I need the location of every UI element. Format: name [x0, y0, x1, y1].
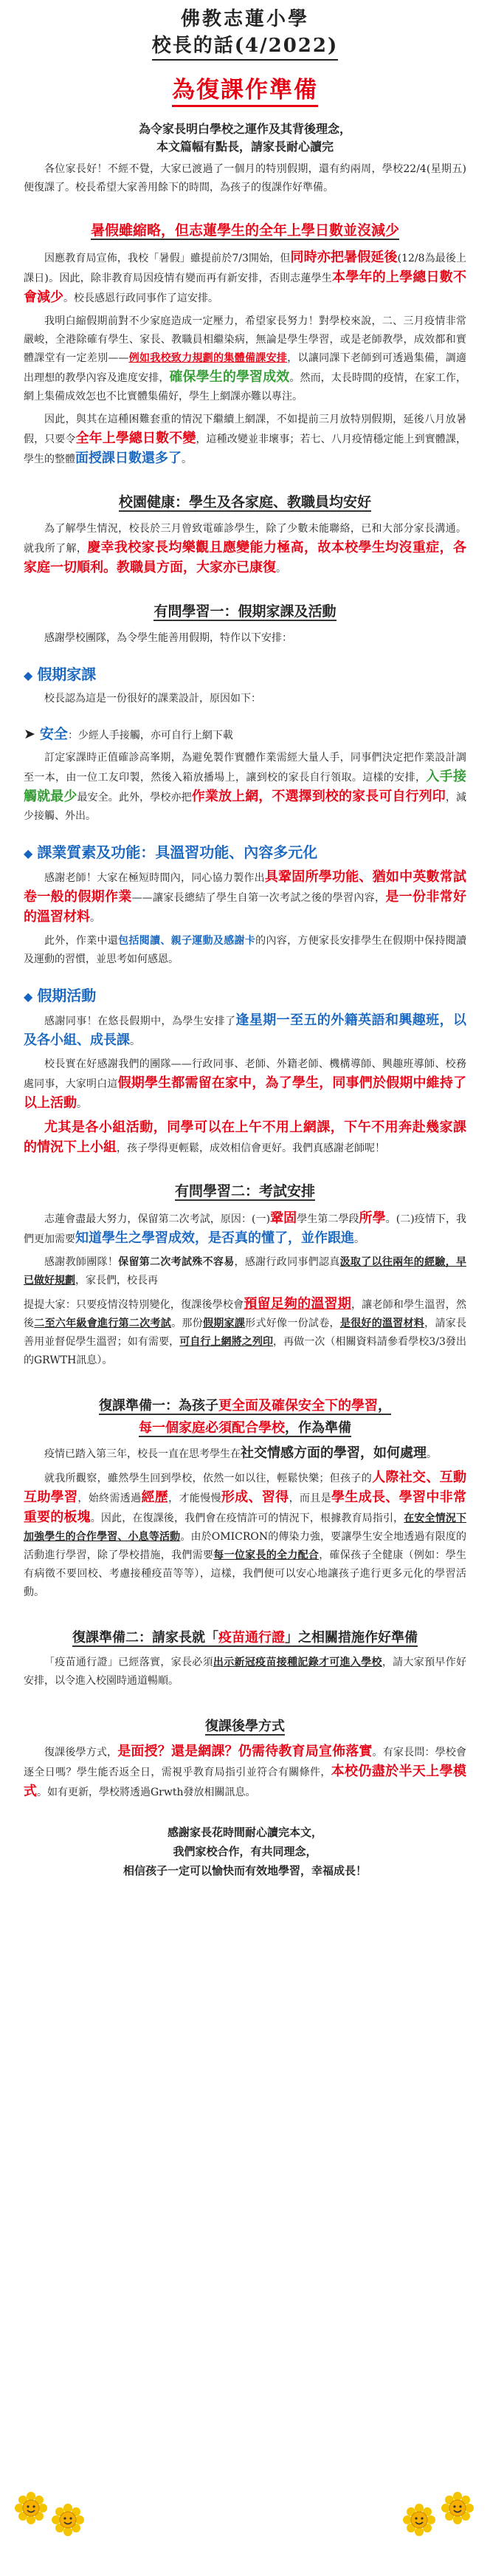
page-title: 為復課作準備: [24, 71, 466, 104]
section-title-holiday: 暑假雖縮略，但志蓮學生的全年上學日數並沒減少: [90, 222, 399, 239]
safety-paragraph: 訂定家課時正值確診高峯期，為避免製作實體作業需經大量人手，同事們決定把作業設計調至一本，由一位工友印製，然後入箱放播場上，讓到校的家長自行領取。這樣的安排，入手接觸就最少最安全。此外，學校亦把作業放上網，不選擇到校的家長可自行列印，減少接觸、外出。: [24, 752, 467, 822]
letter: [24, 0, 466, 1880]
subheading-holiday-homework: ◆ 假期家課: [24, 665, 97, 683]
section1-paragraph-2: 我明白縮假期前對不少家庭造成一定壓力，希望家長努力！對學校來說，二、三月疫情非常嚴峻，全港除確有學生、家長、教職員相繼染病，無論是學生學習，或是老師教學，成效都和實體課堂有一定差別——例如我校致力規劃的集體備課安排，以讓同課下老師到可透過集備，調適出理想的教學內容及進度安排，確保學生的學習成效。然而，太長時間的疫情，在家工作，網上集備成效怎也不比實體集備好，學生上網課亦難以專注。: [24, 315, 467, 402]
section2-paragraph: 為了解學生情況，校長於三月曾致電確診學生，除了少數未能聯絡，已和大部分家長溝通。就我所了解，慶幸我校家長均樂觀且應變能力極高，故本校學生均沒重症，各家庭一切順利。教職員方面，大家亦已康復。: [24, 523, 467, 575]
subheading-holiday-activities: ◆ 假期活動: [24, 987, 97, 1004]
letter-header: [24, 6, 466, 61]
quality-paragraph-1: 感謝老師！大家在極短時間內，同心協力製作出具鞏固所學功能、猶如中英數常試卷一般的假期作業——讓家長總結了學生自第一次考試之後的學習內容，是一份非常好的溫習材料。: [24, 869, 467, 925]
intro-note: 為令家長明白學校之運作及其背後理念， 本文篇幅有點長，請家長耐心讀完: [138, 122, 351, 154]
section1-paragraph-3: 因此，與其在這種困難套重的情況下繼續上網課，不如提前三月放特別假期，延後八月放暑假，只要令全年上學總日數不變，這種改變並非壞事；若七、八月疫情穩定能上到實體課，學生的整體面授課日數還多了。: [24, 414, 467, 466]
closing-message: 感謝家長花時間耐心讀完本文， 我們家校合作，有共同理念， 相信孩子一定可以愉快而有效地學習，幸福成長！: [122, 1826, 367, 1877]
prep1-paragraph-2: 就我所觀察，雖然學生回到學校，依然一如以往，輕鬆快樂；但孩子的人際社交、互動互助學習，始終需透過經歷，才能慢慢形成、習得，而且是學生成長、學習中非常重要的板塊。因此，在復課後，我們會在疫情許可的情況下，根據教育局指引，在安全情況下加強學生的合作學習、小息等活動。由於OMICRON的傳染力強，要讓學生安全地透過有限度的活動進行學習，除了學校措施，我們需要每一位家長的全力配合，確保孩子全健康（例如：學生有病徵不要回校、考慮接種疫苗等等），這樣，我們便可以安心地讓孩子進行更多元化的學習活動。: [24, 1470, 467, 1598]
section-title-learning-1: 有問學習一：假期家課及活動: [153, 603, 337, 620]
homework-reason-intro: 校長認為這是一份很好的課業設計，原因如下：: [44, 693, 261, 705]
smiling-sunflower-icon: [52, 2504, 84, 2536]
smiling-sunflower-icon: [403, 2504, 435, 2536]
smiling-sunflower-icon: [441, 2492, 474, 2524]
exams-paragraph-1: 志蓮會盡最大努力，保留第二次考試，原因：(一)鞏固學生第二學段所學。(二)疫情下，我們更加需要知道學生之學習成效，是否真的懂了，並作跟進。: [24, 1210, 466, 1246]
section3-intro: 感謝學校團隊，為令學生能善用假期，特作以下安排：: [44, 632, 292, 644]
letter-subtitle: 校長的話(4/2022): [152, 32, 339, 61]
quality-paragraph-2: 此外，作業中還包括閱讀、親子運動及感謝卡的內容，方便家長安排學生在假期中保持閱讀及運動的習慣，並思考如何感恩。: [24, 935, 467, 965]
smiling-sunflower-icon: [15, 2492, 47, 2524]
section-title-return-mode: 復課後學方式: [205, 1719, 285, 1734]
greeting-paragraph: 各位家長好！不經不覺，大家已渡過了一個月的特別假期，還有約兩周，學校22/4(星期五)便復課了。校長希望大家善用餘下的時間，為孩子的復課作好準備。: [24, 163, 466, 193]
section-title-exams: 有問學習二：考試安排: [174, 1183, 315, 1199]
section1-paragraph-1: 因應教育局宣佈，我校「暑假」雖提前於7/3開始，但同時亦把暑假延後(12/8為最後上課日)。因此，除非教育局因疫情有變而再有新安排，否則志蓮學生本學年的上學總日數不會減少。校長感恩行政同事作了這安排。: [24, 250, 466, 305]
flower-decoration-row: [0, 2481, 490, 2541]
return-mode-paragraph: 復課後學方式，是面授？還是網課？仍需待教育局宣佈落實。有家長問：學校會逐全日嗎？學生能否返全日，需視乎教育局指引並符合有關條件，本校仍盡於半天上學模式。如有更新，學校將透過Grwth發放相關訊息。: [24, 1744, 467, 1799]
section-title-return-prep-1: 復課準備一：為孩子更全面及確保安全下的學習， 每一個家庭必須配合學校，作為準備: [99, 1398, 391, 1436]
activities-paragraph-2: 校長實在好感謝我們的團隊——行政同事、老師、外籍老師、機構導師、興趣班導師、校務處同事，大家明白這假期學生都需留在家中，為了學生，同事們於假期中維持了以上活動。: [24, 1058, 467, 1111]
arrow-bullet-icon: ➤: [24, 726, 35, 742]
prep1-paragraph-1: 疫情已踏入第三年，校長一直在思考學生在社交情感方面的學習，如何處理。: [44, 1445, 437, 1461]
exams-paragraph-2: 感謝教師團隊！保留第二次考試殊不容易，感謝行政同事們認真汲取了以往兩年的經驗，早已做好規劃，家長們，校長再: [24, 1256, 467, 1287]
subheading-quality: ◆ 課業質素及功能：具溫習功能、內容多元化: [24, 843, 318, 861]
subheading-safety: ➤ 安全：少經人手接觸，亦可自行上網下載: [24, 726, 233, 742]
activities-paragraph-3: 尤其是各小組活動，同學可以在上午不用上網課，下午不用奔赴幾家課的情況下上小組，孩子學得更輕鬆，成效相信會更好。我們真感謝老師呢！: [24, 1120, 466, 1155]
exams-paragraph-3: 提提大家：只要疫情沒特別變化，復課後學校會預留足夠的溫習期，讓老師和學生溫習，然後二至六年級會進行第二次考試。那份假期家課形式好像一份試卷，是很好的溫習材料，請家長善用並督促學生溫習；如有需要，可自行上網將之列印，再做一次（相關資料請參看學校3/3發出的GRWTH訊息）。: [24, 1296, 467, 1366]
section-title-return-prep-2: 復課準備二：請家長就「疫苗通行證」之相關措施作好準備: [72, 1630, 418, 1645]
section-title-health: 校園健康：學生及各家庭、教職員均安好: [118, 494, 371, 510]
activities-paragraph-1: 感謝同事！在悠長假期中，為學生安排了逢星期一至五的外籍英語和興趣班，以及各小組、成長課。: [24, 1013, 467, 1048]
blue-diamond-bullet-icon: ◆: [24, 990, 33, 1004]
blue-diamond-bullet-icon: ◆: [24, 846, 33, 860]
blue-diamond-bullet-icon: ◆: [24, 668, 33, 682]
school-name: 佛教志蓮小學: [180, 8, 309, 30]
prep2-paragraph: 「疫苗通行證」已經落實，家長必須出示新冠疫苗接種記錄才可進入學校，請大家預早作好安排，以令進入校園時通道暢順。: [24, 1657, 466, 1687]
